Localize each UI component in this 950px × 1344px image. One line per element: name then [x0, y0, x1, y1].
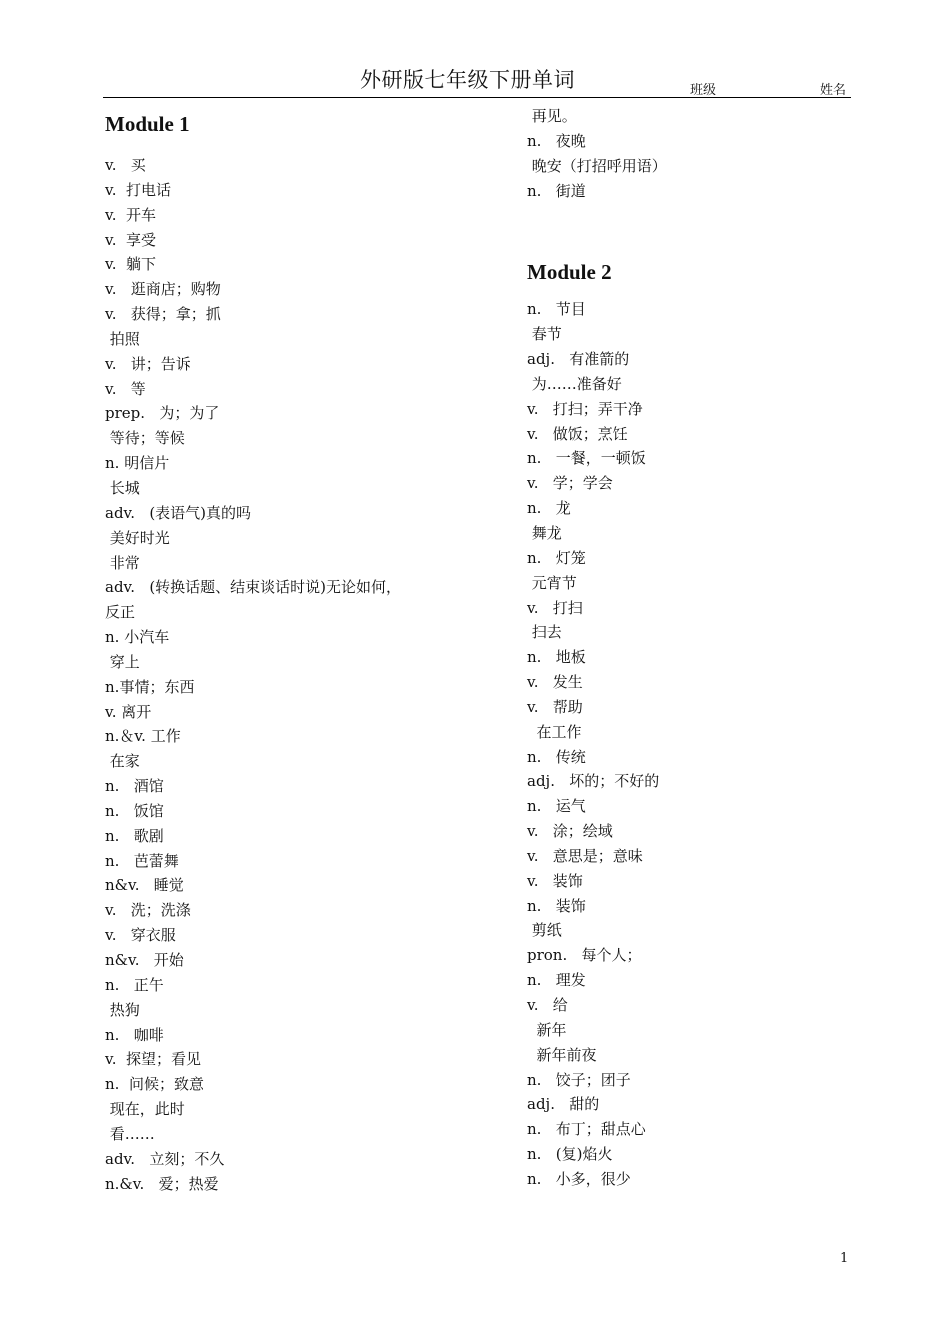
- definition: 酒馆: [133, 777, 164, 796]
- definition: 元宵节: [531, 573, 577, 592]
- definition: 长城: [109, 478, 140, 497]
- part-of-speech: n.: [105, 454, 120, 473]
- part-of-speech: v.: [527, 399, 539, 418]
- part-of-speech: n.: [105, 677, 120, 696]
- entry-spacing: [538, 474, 552, 492]
- vocab-entry: [105, 923, 505, 948]
- vocab-entry: [527, 645, 867, 670]
- vocab-entry: [105, 575, 505, 600]
- part-of-speech: v.: [105, 180, 117, 199]
- vocab-entry: [527, 1092, 867, 1117]
- vocab-entry: [527, 670, 867, 695]
- definition: 节目: [555, 300, 586, 319]
- part-of-speech: adj.: [527, 772, 555, 791]
- entry-spacing: [527, 723, 537, 741]
- vocab-entry: [105, 600, 505, 625]
- entry-spacing: [541, 1170, 555, 1188]
- definition: 夜晚: [555, 131, 586, 150]
- vocab-entry: [105, 650, 505, 675]
- definition: 在家: [109, 752, 140, 771]
- vocab-entry: [105, 700, 505, 725]
- vocab-entry: [527, 968, 867, 993]
- vocab-entry: [527, 1068, 867, 1093]
- class-label: 班级: [690, 83, 717, 98]
- definition: (复)焰火: [555, 1145, 613, 1164]
- definition: 穿衣服: [130, 926, 176, 945]
- definition: 等: [130, 379, 146, 398]
- vocab-entry: [527, 571, 867, 596]
- entry-spacing: [538, 872, 552, 890]
- entry-spacing: [116, 156, 130, 174]
- vocab-entry: [527, 794, 867, 819]
- part-of-speech: v.: [527, 846, 539, 865]
- entry-spacing: [541, 971, 555, 989]
- part-of-speech: n.: [527, 1145, 542, 1164]
- entry-spacing: [555, 350, 569, 368]
- part-of-speech: v.: [105, 205, 117, 224]
- definition: 每个人；: [581, 946, 642, 965]
- entry-spacing: [116, 355, 130, 373]
- vocab-entry: [527, 769, 867, 794]
- vocab-entry: [105, 1172, 505, 1197]
- vocab-entry: [527, 869, 867, 894]
- vocab-entry: [527, 745, 867, 770]
- entry-spacing: [116, 380, 130, 398]
- vocab-entry: [105, 625, 505, 650]
- definition: 一餐，一顿饭: [555, 449, 646, 468]
- vocab-entry: [105, 998, 505, 1023]
- definition: 立刻；不久: [149, 1149, 225, 1168]
- vocab-entry: [527, 620, 867, 645]
- vocab-entry: [105, 724, 505, 749]
- definition: 讲；告诉: [130, 354, 191, 373]
- part-of-speech: v.: [105, 1050, 117, 1069]
- entry-spacing: [527, 1021, 537, 1039]
- right-column: [527, 104, 867, 1192]
- definition: 小多，很少: [555, 1169, 631, 1188]
- definition: 打扫: [552, 598, 583, 617]
- part-of-speech: n.: [105, 1075, 120, 1094]
- module-1-word-list: [105, 153, 505, 1196]
- definition: 为……准备好: [531, 374, 622, 393]
- part-of-speech: v.: [527, 424, 539, 443]
- definition: 美好时光: [109, 528, 170, 547]
- vocab-entry: [105, 401, 505, 426]
- entry-spacing: [538, 847, 552, 865]
- definition: 逛商店；购物: [130, 280, 221, 299]
- module-2-word-list: [527, 297, 867, 1191]
- vocab-entry: [105, 973, 505, 998]
- definition: 帮助: [552, 697, 583, 716]
- module-1-continued-list: [527, 104, 867, 203]
- entry-spacing: [119, 852, 133, 870]
- vocab-entry: [527, 1117, 867, 1142]
- part-of-speech: v.: [105, 379, 117, 398]
- left-column: [105, 108, 505, 1196]
- part-of-speech: adv.: [105, 503, 136, 522]
- vocab-entry: [105, 377, 505, 402]
- section-spacer: [527, 203, 867, 256]
- definition: (表语气)真的吗: [149, 503, 252, 522]
- part-of-speech: v.: [105, 354, 117, 373]
- entry-spacing: [541, 549, 555, 567]
- part-of-speech: v.: [105, 230, 117, 249]
- vocab-entry: [105, 551, 505, 576]
- part-of-speech: n.: [527, 499, 542, 518]
- definition: 饺子；团子: [555, 1070, 631, 1089]
- part-of-speech: n&v.: [105, 951, 140, 969]
- part-of-speech: v.: [527, 474, 539, 493]
- definition: 爱；热爱: [158, 1174, 219, 1193]
- entry-spacing: [555, 1095, 569, 1113]
- vocab-entry: [105, 501, 505, 526]
- entry-spacing: [116, 231, 126, 249]
- entry-spacing: [116, 280, 130, 298]
- part-of-speech: n.: [527, 747, 542, 766]
- definition: 歌剧: [133, 826, 164, 845]
- entry-spacing: [541, 300, 555, 318]
- part-of-speech: n.: [527, 181, 542, 200]
- part-of-speech: adj.: [527, 350, 555, 369]
- entry-spacing: [527, 1046, 537, 1064]
- entry-spacing: [116, 901, 130, 919]
- vocab-entry: [527, 894, 867, 919]
- entry-spacing: [116, 206, 126, 224]
- vocab-entry: [527, 596, 867, 621]
- part-of-speech: n&v.: [105, 876, 140, 895]
- definition: 新年: [536, 1020, 567, 1039]
- header-divider: [103, 97, 851, 98]
- definition: 穿上: [109, 652, 140, 671]
- entry-spacing: [119, 802, 133, 820]
- definition: 传统: [555, 747, 586, 766]
- entry-spacing: [541, 132, 555, 150]
- definition: 晚安（打招呼用语）: [531, 156, 667, 175]
- definition: 明信片: [124, 454, 170, 473]
- vocab-entry: [527, 695, 867, 720]
- definition: 发生: [552, 673, 583, 692]
- definition: 春节: [531, 325, 562, 344]
- definition: 打电话: [126, 180, 172, 199]
- vocab-entry: [527, 471, 867, 496]
- vocab-entry: [105, 228, 505, 253]
- definition: 拍照: [109, 329, 140, 348]
- part-of-speech: n.: [527, 449, 542, 468]
- definition: 探望；看见: [126, 1050, 202, 1069]
- entry-spacing: [538, 673, 552, 691]
- definition: 小汽车: [124, 628, 170, 647]
- definition: 工作: [150, 727, 181, 746]
- part-of-speech: n.: [105, 801, 120, 820]
- entry-spacing: [119, 1026, 133, 1044]
- part-of-speech: n.&v.: [105, 1174, 145, 1193]
- definition: 再见。: [531, 107, 577, 125]
- vocab-entry: [105, 327, 505, 352]
- entry-spacing: [541, 1071, 555, 1089]
- entry-spacing: [541, 182, 555, 200]
- vocab-entry: [105, 426, 505, 451]
- definition: 打扫；弄干净: [552, 399, 643, 418]
- part-of-speech: n.: [105, 777, 120, 796]
- part-of-speech: n.: [105, 826, 120, 845]
- entry-spacing: [567, 946, 581, 964]
- vocab-entry: [105, 1147, 505, 1172]
- entry-spacing: [119, 976, 133, 994]
- definition: 热狗: [109, 1000, 140, 1019]
- entry-spacing: [139, 876, 153, 894]
- entry-spacing: [541, 1145, 555, 1163]
- definition: 龙: [555, 499, 571, 518]
- vocab-entry: [527, 347, 867, 372]
- vocab-entry: [527, 993, 867, 1018]
- definition: 甜的: [569, 1095, 600, 1114]
- definition: 买: [130, 156, 146, 174]
- entry-spacing: [541, 449, 555, 467]
- part-of-speech: adv.: [105, 578, 136, 597]
- part-of-speech: n.: [527, 1070, 542, 1089]
- vocab-entry: [105, 1047, 505, 1072]
- part-of-speech: v.: [105, 280, 117, 299]
- vocab-entry: [105, 178, 505, 203]
- entry-spacing: [116, 255, 126, 273]
- definition: 在工作: [536, 722, 582, 741]
- vocab-entry: [105, 352, 505, 377]
- entry-spacing: [119, 827, 133, 845]
- definition: 理发: [555, 971, 586, 990]
- vocab-entry: [527, 322, 867, 347]
- vocab-entry: [105, 476, 505, 501]
- part-of-speech: n.: [527, 896, 542, 915]
- part-of-speech: n.: [527, 797, 542, 816]
- definition: 地板: [555, 648, 586, 667]
- vocab-entry: [105, 1023, 505, 1048]
- vocab-entry: [105, 526, 505, 551]
- vocab-entry: [105, 1122, 505, 1147]
- part-of-speech: v.: [527, 996, 539, 1014]
- entry-spacing: [541, 797, 555, 815]
- vocab-entry: [105, 252, 505, 277]
- definition: 街道: [555, 181, 586, 200]
- definition: 布丁；甜点心: [555, 1120, 646, 1139]
- part-of-speech: adv.: [105, 1149, 136, 1168]
- definition: 享受: [126, 230, 157, 249]
- definition: (转换话题、结束谈话时说)无论如何，: [149, 578, 402, 597]
- definition: 睡觉: [153, 876, 184, 895]
- part-of-speech: v.: [527, 673, 539, 692]
- part-of-speech: n.: [527, 648, 542, 667]
- entry-spacing: [541, 748, 555, 766]
- part-of-speech: v.: [105, 926, 117, 945]
- vocab-entry: [105, 277, 505, 302]
- entry-spacing: [538, 996, 552, 1014]
- definition: 咖啡: [133, 1025, 164, 1044]
- entry-spacing: [139, 951, 153, 969]
- definition: 意思是；意味: [552, 846, 643, 865]
- definition: 问候；致意: [128, 1075, 204, 1094]
- definition: 做饭；烹饪: [552, 424, 628, 443]
- entry-spacing: [116, 181, 126, 199]
- entry-spacing: [538, 599, 552, 617]
- vocab-entry: [527, 1167, 867, 1192]
- entry-spacing: [116, 926, 130, 944]
- part-of-speech: n.: [527, 131, 542, 150]
- part-of-speech: v.: [527, 598, 539, 617]
- entry-spacing: [119, 777, 133, 795]
- vocab-entry: [527, 372, 867, 397]
- part-of-speech: n.: [105, 1025, 120, 1044]
- part-of-speech: n.: [105, 628, 120, 647]
- definition: 装饰: [552, 871, 583, 890]
- definition: 等待；等候: [109, 429, 185, 448]
- part-of-speech: v.: [105, 702, 117, 721]
- definition: 剪纸: [531, 921, 562, 940]
- vocab-entry: [105, 948, 505, 973]
- entry-spacing: [538, 698, 552, 716]
- definition: 有准箭的: [569, 350, 630, 369]
- definition: 正午: [133, 975, 164, 994]
- vocab-entry: [105, 675, 505, 700]
- part-of-speech: n.: [527, 1169, 542, 1188]
- entry-spacing: [119, 1075, 129, 1093]
- definition: 躺下: [126, 255, 157, 274]
- vocab-entry: [527, 104, 867, 129]
- definition: 洗；洗涤: [130, 901, 191, 920]
- definition: 事情；东西: [119, 677, 195, 696]
- vocab-entry: [527, 446, 867, 471]
- vocab-entry: [527, 918, 867, 943]
- entry-spacing: [135, 578, 149, 596]
- part-of-speech: n.＆v.: [105, 727, 146, 746]
- definition: 扫去: [531, 623, 562, 642]
- definition: 涂；绘域: [552, 822, 613, 841]
- definition: 获得；拿；抓: [130, 305, 221, 324]
- definition: 开始: [153, 951, 184, 969]
- definition: 饭馆: [133, 801, 164, 820]
- module-2-heading: Module 2: [527, 260, 612, 285]
- definition: 芭蕾舞: [133, 851, 179, 870]
- vocab-entry: [105, 153, 505, 178]
- vocab-entry: [105, 302, 505, 327]
- vocab-entry: [105, 203, 505, 228]
- part-of-speech: v.: [105, 305, 117, 324]
- entry-spacing: [541, 1120, 555, 1138]
- part-of-speech: pron.: [527, 946, 568, 965]
- part-of-speech: v.: [527, 822, 539, 841]
- definition: 为；为了: [159, 404, 220, 423]
- vocab-entry: [105, 749, 505, 774]
- part-of-speech: n.: [105, 851, 120, 870]
- vocab-entry: [105, 873, 505, 898]
- vocab-entry: [105, 799, 505, 824]
- vocab-entry: [527, 422, 867, 447]
- entry-spacing: [116, 305, 130, 323]
- vocab-entry: [527, 179, 867, 204]
- vocab-entry: [527, 1043, 867, 1068]
- entry-spacing: [144, 1175, 158, 1193]
- vocab-entry: [527, 943, 867, 968]
- definition: 新年前夜: [536, 1045, 597, 1064]
- part-of-speech: v.: [105, 901, 117, 920]
- part-of-speech: n.: [527, 971, 542, 990]
- entry-spacing: [538, 400, 552, 418]
- definition: 装饰: [555, 896, 586, 915]
- entry-spacing: [135, 504, 149, 522]
- vocab-entry: [105, 451, 505, 476]
- definition: 舞龙: [531, 523, 562, 542]
- definition: 离开: [121, 702, 152, 721]
- entry-spacing: [116, 1050, 126, 1068]
- entry-spacing: [135, 1150, 149, 1168]
- definition: 坏的；不好的: [569, 772, 660, 791]
- vocab-entry: [527, 819, 867, 844]
- part-of-speech: prep.: [105, 404, 146, 423]
- module-1-heading: Module 1: [105, 112, 190, 136]
- vocab-entry: [527, 297, 867, 322]
- entry-spacing: [145, 404, 159, 422]
- vocab-entry: [105, 898, 505, 923]
- part-of-speech: n.: [105, 975, 120, 994]
- vocab-entry: [527, 129, 867, 154]
- definition: 给: [552, 996, 568, 1014]
- part-of-speech: v.: [527, 697, 539, 716]
- vocab-entry: [527, 1142, 867, 1167]
- part-of-speech: v.: [105, 156, 117, 174]
- definition: 非常: [109, 553, 140, 572]
- definition: 反正: [105, 603, 136, 622]
- part-of-speech: n.: [527, 300, 542, 319]
- entry-spacing: [541, 897, 555, 915]
- part-of-speech: n.: [527, 1120, 542, 1139]
- vocab-entry: [527, 496, 867, 521]
- vocab-entry: [527, 1018, 867, 1043]
- definition: 运气: [555, 797, 586, 816]
- vocab-entry: [105, 1072, 505, 1097]
- vocab-entry: [105, 774, 505, 799]
- part-of-speech: adj.: [527, 1095, 555, 1114]
- entry-spacing: [538, 425, 552, 443]
- name-label: 姓名: [820, 83, 847, 98]
- vocab-entry: [105, 849, 505, 874]
- part-of-speech: v.: [527, 871, 539, 890]
- vocab-entry: [527, 397, 867, 422]
- page-title: 外研版七年级下册单词: [360, 68, 575, 92]
- page-number: 1: [840, 1251, 849, 1266]
- vocab-entry: [527, 720, 867, 745]
- vocab-entry: [527, 521, 867, 546]
- vocab-entry: [105, 824, 505, 849]
- vocab-entry: [527, 546, 867, 571]
- vocab-entry: [105, 1097, 505, 1122]
- definition: 现在，此时: [109, 1100, 185, 1119]
- definition: 看……: [109, 1124, 155, 1143]
- definition: 学；学会: [552, 474, 613, 493]
- definition: 开车: [126, 205, 157, 224]
- part-of-speech: n.: [527, 548, 542, 567]
- entry-spacing: [538, 822, 552, 840]
- definition: 灯笼: [555, 548, 586, 567]
- entry-spacing: [541, 648, 555, 666]
- vocab-entry: [527, 844, 867, 869]
- entry-spacing: [555, 772, 569, 790]
- vocab-entry: [527, 154, 867, 179]
- part-of-speech: v.: [105, 255, 117, 274]
- entry-spacing: [541, 499, 555, 517]
